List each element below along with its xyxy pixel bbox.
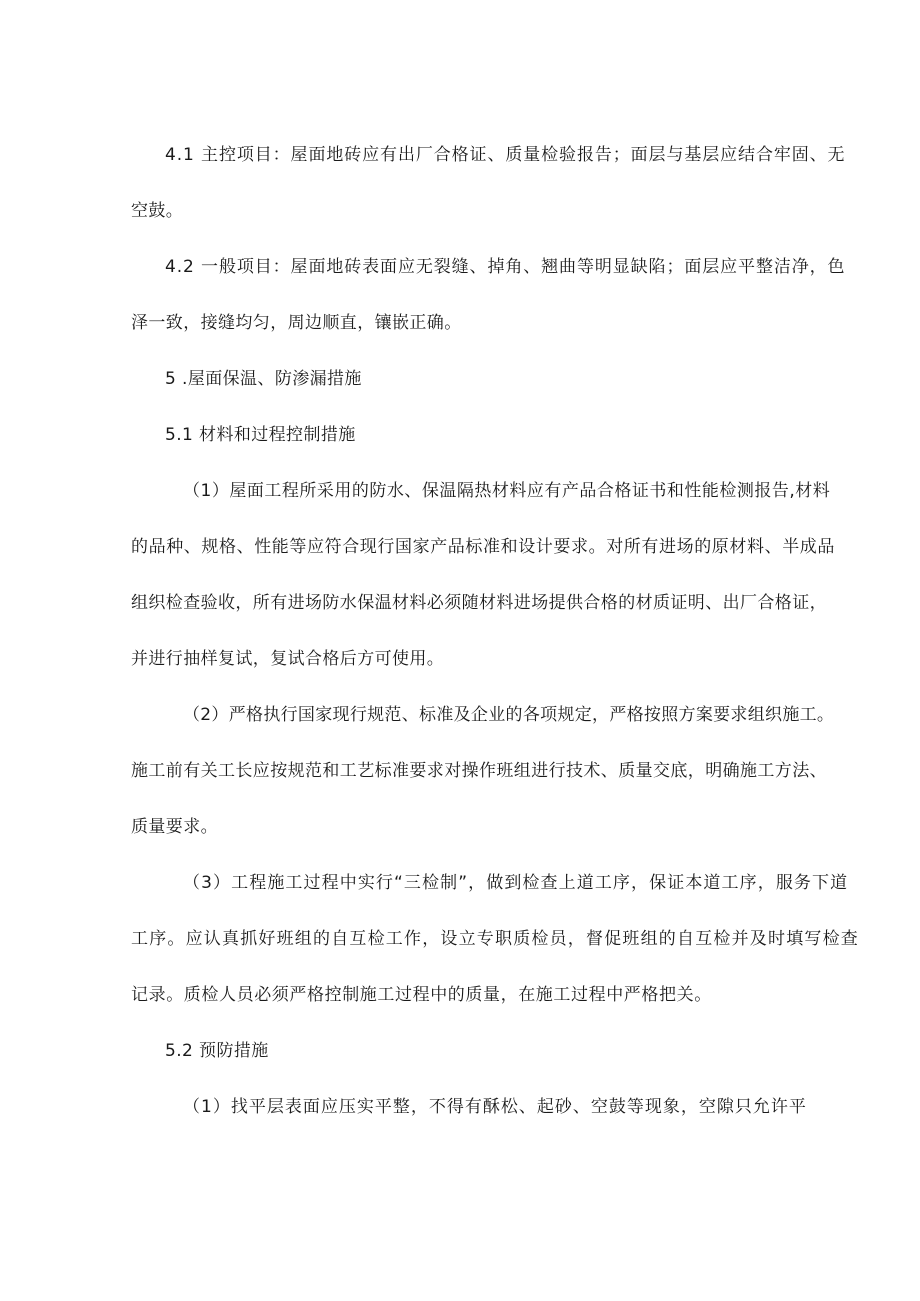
item-2-line-2: 施工前有关工长应按规范和工艺标准要求对操作班组进行技术、质量交底，明确施工方法、 [131, 761, 827, 781]
section-5-heading: 5 .屋面保温、防渗漏措施 [165, 369, 362, 389]
item-3-line-1: （3）工程施工过程中实行“三检制”，做到检查上道工序，保证本道工序，服务下道 [183, 873, 849, 893]
clause-4-2-line-2: 泽一致，接缝均匀，周边顺直，镶嵌正确。 [131, 313, 462, 333]
clause-4-1-line-2: 空鼓。 [131, 201, 184, 221]
item-1-line-3: 组织检查验收，所有进场防水保温材料必须随材料进场提供合格的材质证明、出厂合格证， [131, 593, 827, 613]
item-2-line-1: （2）严格执行国家现行规范、标准及企业的各项规定，严格按照方案要求组织施工。 [183, 705, 835, 725]
item-3-line-2: 工序。应认真抓好班组的自互检工作，设立专职质检员，督促班组的自互检并及时填写检查 [131, 929, 859, 949]
item-3-line-3: 记录。质检人员必须严格控制施工过程中的质量，在施工过程中严格把关。 [131, 985, 712, 1005]
item-1-line-2: 的品种、规格、性能等应符合现行国家产品标准和设计要求。对所有进场的原材料、半成品 [131, 537, 835, 557]
item-1-line-1: （1）屋面工程所采用的防水、保温隔热材料应有产品合格证书和性能检测报告,材料 [183, 481, 831, 501]
clause-4-1-line-1: 4.1 主控项目：屋面地砖应有出厂合格证、质量检验报告；面层与基层应结合牢固、无 [165, 145, 846, 165]
prevention-item-1-line-1: （1）找平层表面应压实平整，不得有酥松、起砂、空鼓等现象，空隙只允许平 [183, 1097, 807, 1117]
section-5-1-heading: 5.1 材料和过程控制措施 [165, 425, 356, 445]
item-2-line-3: 质量要求。 [131, 817, 218, 837]
item-1-line-4: 并进行抽样复试，复试合格后方可使用。 [131, 649, 445, 669]
section-5-2-heading: 5.2 预防措施 [165, 1041, 269, 1061]
clause-4-2-line-1: 4.2 一般项目：屋面地砖表面应无裂缝、掉角、翘曲等明显缺陷；面层应平整洁净，色 [165, 257, 846, 277]
